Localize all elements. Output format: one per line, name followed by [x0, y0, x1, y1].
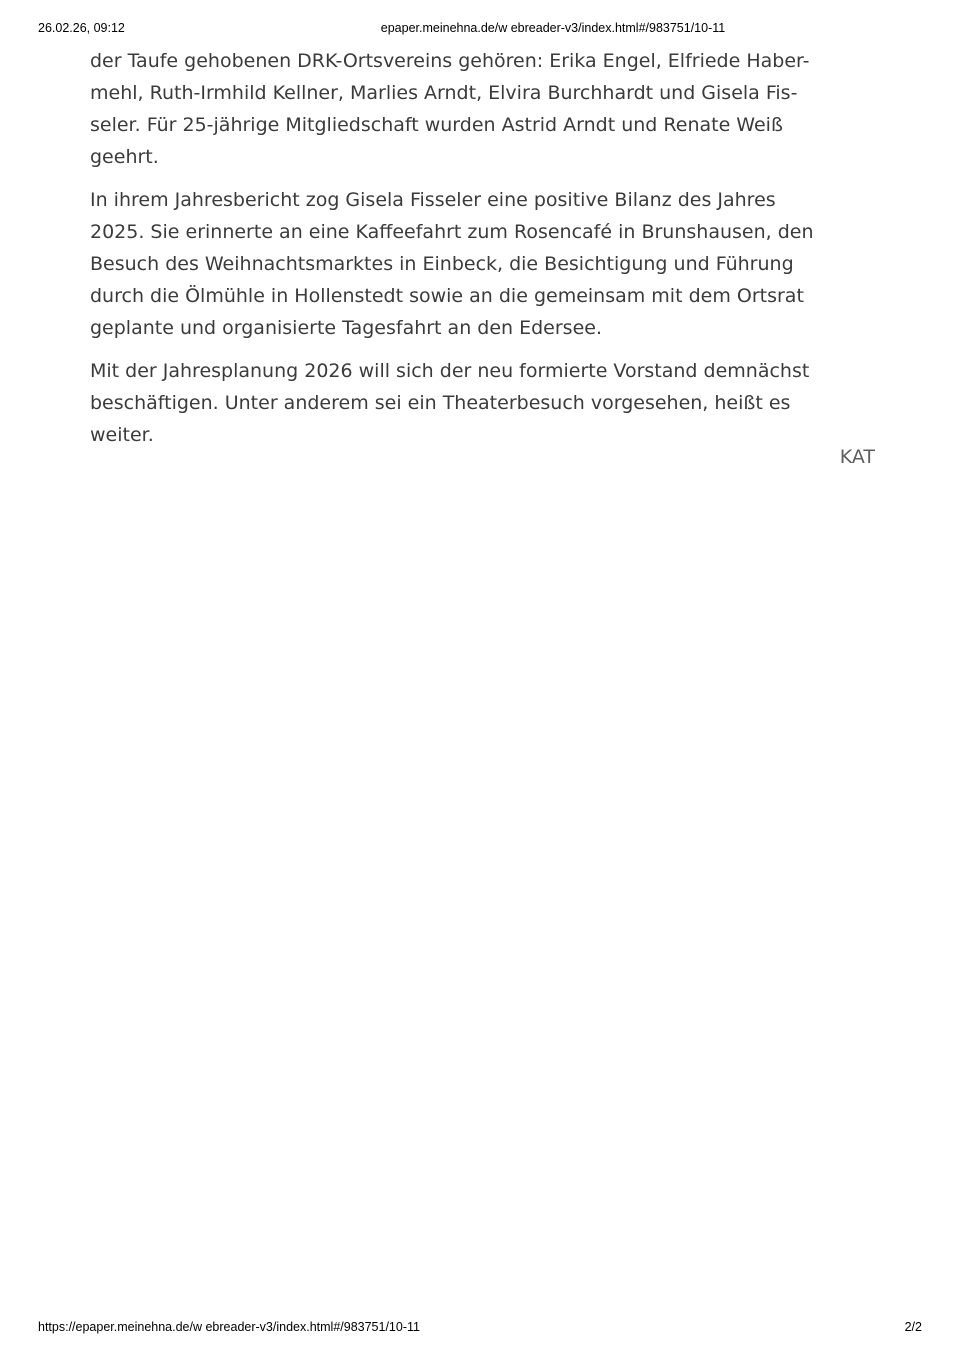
paragraph-members: [90, 45, 875, 173]
text-line: Mit der Jahresplanung 2026 will sich der neu formierte Vorstand demnächst: [90, 360, 810, 382]
text-line: seler. Für 25-jährige Mitgliedschaft wurden Astrid Arndt und Renate Weiß: [90, 114, 783, 136]
text-line: durch die Ölmühle in Hollenstedt sowie an die gemeinsam mit dem Ortsrat: [90, 285, 804, 307]
text-line: Besuch des Weihnachtsmarktes in Einbeck, die Besichtigung und Führung: [90, 253, 794, 275]
text-line: In ihrem Jahresbericht zog Gisela Fisseler eine positive Bilanz des Jahres: [90, 189, 776, 211]
text-line: geehrt.: [90, 146, 159, 168]
paragraph-plans-2026: [90, 355, 875, 451]
print-source-url: https://epaper.meinehna.de/w ebreader-v3/index.html#/983751/10-11: [38, 1320, 420, 1334]
print-footer: [38, 1320, 922, 1335]
text-line: weiter.: [90, 424, 154, 446]
print-datetime: 26.02.26, 09:12: [38, 21, 125, 35]
text-line: 2025. Sie erinnerte an eine Kaffeefahrt zum Rosencafé in Brunshausen, den: [90, 221, 814, 243]
text-line: beschäftigen. Unter anderem sei ein Theaterbesuch vorgesehen, heißt es: [90, 392, 791, 414]
article-body: [90, 45, 875, 473]
print-page-title: epaper.meinehna.de/w ebreader-v3/index.html#/983751/10-11: [380, 21, 726, 35]
print-header: [38, 21, 922, 37]
text-line: der Taufe gehobenen DRK-Ortsvereins gehören: Erika Engel, Elfriede Haber-: [90, 50, 810, 72]
author-initials: KAT: [839, 446, 875, 468]
text-line: mehl, Ruth-Irmhild Kellner, Marlies Arndt, Elvira Burchhardt und Gisela Fis-: [90, 82, 798, 104]
page-indicator: 2/2: [904, 1320, 922, 1334]
text-line: geplante und organisierte Tagesfahrt an den Edersee.: [90, 317, 602, 339]
paragraph-annual-report: [90, 184, 875, 344]
